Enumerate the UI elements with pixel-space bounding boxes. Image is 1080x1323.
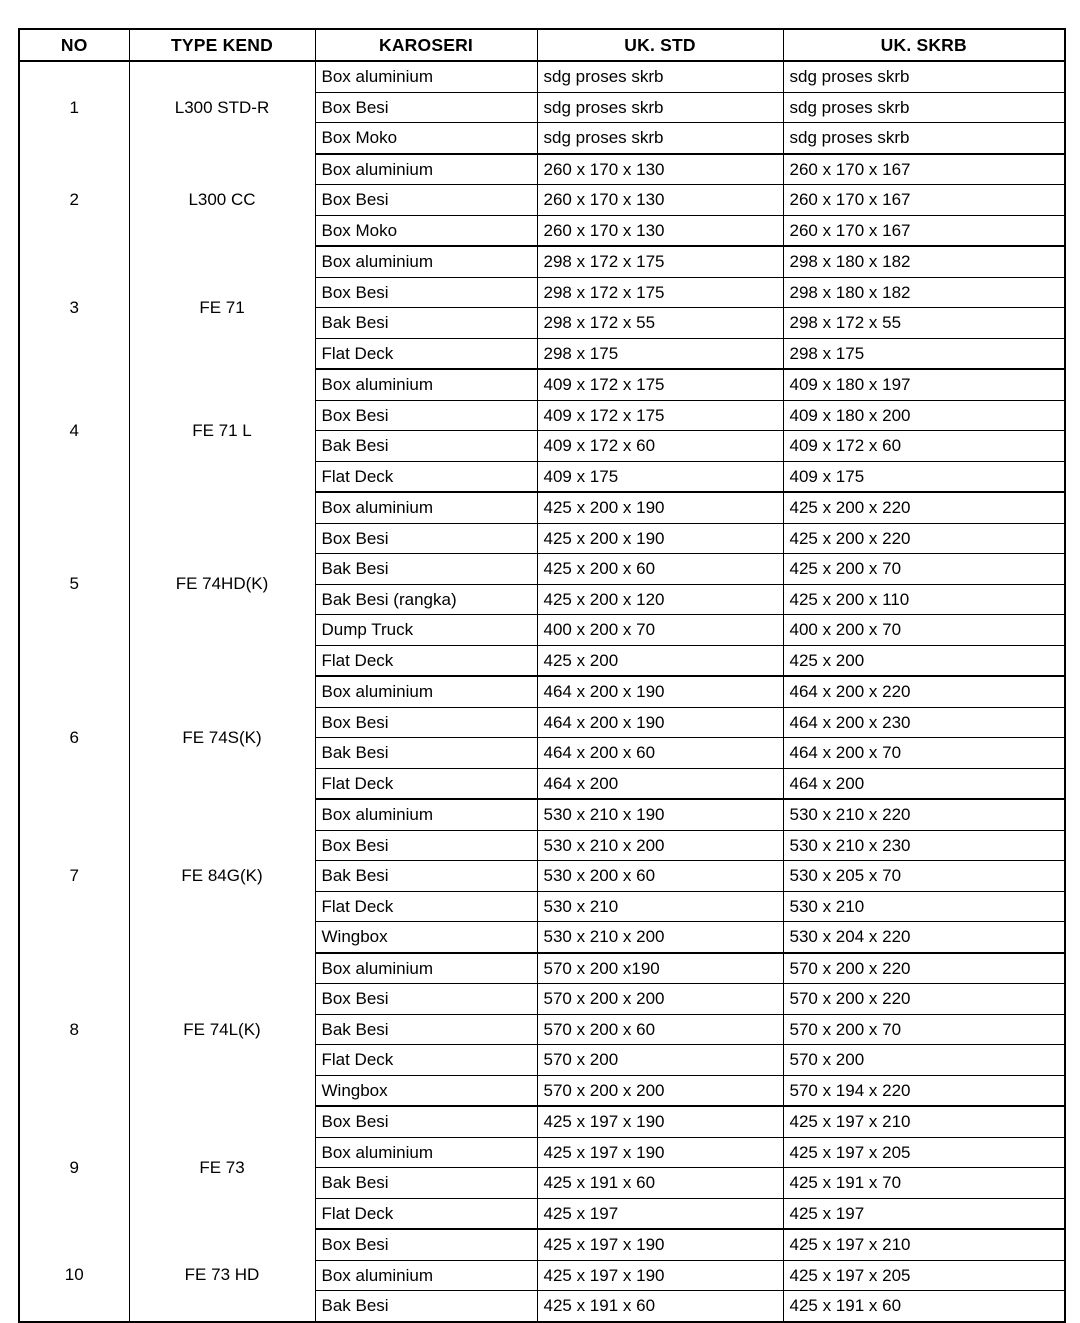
table-row [19,154,1065,185]
cell-karoseri: Flat Deck [315,1198,537,1229]
cell-uk-skrb: 425 x 200 x 110 [783,584,1065,615]
cell-uk-std: 425 x 200 x 190 [537,492,783,523]
cell-uk-std: 298 x 175 [537,338,783,369]
cell-uk-std: 409 x 175 [537,461,783,492]
cell-uk-skrb: 298 x 180 x 182 [783,246,1065,277]
cell-uk-skrb: 260 x 170 x 167 [783,215,1065,246]
cell-karoseri: Box Besi [315,830,537,861]
cell-karoseri: Bak Besi [315,431,537,462]
cell-uk-skrb: 570 x 200 x 220 [783,953,1065,984]
cell-karoseri: Flat Deck [315,891,537,922]
table-row [19,1106,1065,1137]
cell-uk-std: 260 x 170 x 130 [537,185,783,216]
cell-karoseri: Bak Besi [315,738,537,769]
cell-uk-skrb: 530 x 204 x 220 [783,922,1065,953]
cell-karoseri: Flat Deck [315,461,537,492]
cell-uk-std: sdg proses skrb [537,123,783,154]
cell-no: 10 [19,1229,129,1322]
cell-karoseri: Bak Besi [315,308,537,339]
spec-table-container [18,28,1064,1323]
vehicle-body-spec-table [18,28,1066,1323]
cell-uk-std: 425 x 197 [537,1198,783,1229]
cell-uk-std: 298 x 172 x 175 [537,246,783,277]
cell-uk-skrb: 409 x 180 x 197 [783,369,1065,400]
cell-type-kend: FE 84G(K) [129,799,315,953]
cell-uk-skrb: 409 x 172 x 60 [783,431,1065,462]
cell-uk-std: 570 x 200 x190 [537,953,783,984]
cell-karoseri: Box Besi [315,92,537,123]
cell-no: 9 [19,1106,129,1229]
cell-karoseri: Bak Besi [315,1291,537,1322]
cell-uk-std: 464 x 200 x 60 [537,738,783,769]
table-row [19,799,1065,830]
cell-uk-skrb: 425 x 191 x 60 [789,1296,902,1315]
cell-karoseri: Wingbox [315,922,537,953]
cell-uk-skrb: 570 x 200 x 70 [783,1014,1065,1045]
cell-uk-skrb: 425 x 197 x 210 [783,1106,1065,1137]
cell-uk-skrb: 400 x 200 x 70 [783,615,1065,646]
cell-karoseri: Flat Deck [315,338,537,369]
cell-uk-std: 570 x 200 [537,1045,783,1076]
cell-no: 5 [19,492,129,676]
column-header-uk-skrb: UK. SKRB [783,29,1065,61]
cell-karoseri: Flat Deck [315,768,537,799]
cell-uk-std: 464 x 200 x 190 [537,707,783,738]
cell-karoseri: Box aluminium [315,1260,537,1291]
cell-uk-std: 260 x 170 x 130 [537,215,783,246]
table-row [19,492,1065,523]
cell-karoseri: Bak Besi (rangka) [315,584,537,615]
cell-karoseri: Box Besi [315,523,537,554]
cell-karoseri: Box Besi [315,1229,537,1260]
cell-karoseri: Box aluminium [315,61,537,92]
cell-no: 7 [19,799,129,953]
cell-karoseri: Wingbox [315,1075,537,1106]
cell-uk-std: 298 x 172 x 55 [537,308,783,339]
table-body [19,61,1065,1322]
cell-karoseri: Box Moko [315,123,537,154]
cell-uk-std: 530 x 200 x 60 [537,861,783,892]
table-row [19,1229,1065,1260]
cell-karoseri: Box Besi [315,1106,537,1137]
cell-uk-skrb: 298 x 180 x 182 [783,277,1065,308]
cell-uk-std: 298 x 172 x 175 [537,277,783,308]
cell-type-kend: FE 74HD(K) [129,492,315,676]
cell-uk-std: 409 x 172 x 60 [537,431,783,462]
cell-uk-std: 530 x 210 x 200 [537,922,783,953]
cell-karoseri: Bak Besi [315,861,537,892]
cell-uk-skrb: 570 x 194 x 220 [783,1075,1065,1106]
cell-karoseri: Box Besi [315,400,537,431]
cell-uk-skrb: 425 x 200 [783,645,1065,676]
cell-no: 1 [19,61,129,154]
cell-uk-std: 425 x 197 x 190 [537,1229,783,1260]
cell-uk-skrb: 530 x 205 x 70 [783,861,1065,892]
cell-uk-skrb: 298 x 172 x 55 [783,308,1065,339]
cell-karoseri: Box aluminium [315,676,537,707]
column-header-uk-std: UK. STD [537,29,783,61]
cell-type-kend: FE 73 [129,1106,315,1229]
cell-uk-skrb: 425 x 191 x 70 [783,1168,1065,1199]
cell-uk-std: 425 x 197 x 190 [537,1137,783,1168]
cell-type-kend: FE 74L(K) [129,953,315,1107]
cell-karoseri: Box Moko [315,215,537,246]
cell-uk-std: 425 x 200 x 120 [537,584,783,615]
cell-uk-std: 425 x 197 x 190 [537,1106,783,1137]
cell-karoseri: Box aluminium [315,246,537,277]
cell-type-kend: L300 STD-R [129,61,315,154]
cell-karoseri: Dump Truck [315,615,537,646]
cell-uk-skrb: sdg proses skrb [783,61,1065,92]
cell-uk-skrb: 409 x 180 x 200 [783,400,1065,431]
cell-uk-skrb: 425 x 197 [783,1198,1065,1229]
cell-type-kend: FE 71 L [129,369,315,492]
cell-uk-std: 260 x 170 x 130 [537,154,783,185]
cell-karoseri: Box aluminium [315,1137,537,1168]
cell-karoseri: Flat Deck [315,645,537,676]
cell-uk-skrb: 464 x 200 x 230 [783,707,1065,738]
cell-type-kend: FE 74S(K) [129,676,315,799]
cell-karoseri: Box aluminium [315,369,537,400]
cell-uk-std: sdg proses skrb [537,61,783,92]
cell-no: 4 [19,369,129,492]
cell-karoseri: Flat Deck [315,1045,537,1076]
cell-uk-std: 425 x 200 x 190 [537,523,783,554]
cell-uk-skrb: sdg proses skrb [783,123,1065,154]
cell-uk-std: 530 x 210 x 200 [537,830,783,861]
cell-uk-skrb: 425 x 200 x 220 [783,523,1065,554]
cell-type-kend: L300 CC [129,154,315,247]
cell-karoseri: Box aluminium [315,799,537,830]
cell-type-kend: FE 71 [129,246,315,369]
cell-no: 3 [19,246,129,369]
cell-uk-std: sdg proses skrb [537,92,783,123]
cell-uk-std: 409 x 172 x 175 [537,369,783,400]
column-header-karoseri: KAROSERI [315,29,537,61]
cell-no: 2 [19,154,129,247]
cell-karoseri: Box Besi [315,707,537,738]
cell-uk-skrb: 530 x 210 x 220 [783,799,1065,830]
column-header-type-kend: TYPE KEND [129,29,315,61]
cell-uk-skrb: 425 x 200 x 70 [783,554,1065,585]
cell-uk-std: 425 x 191 x 60 [537,1168,783,1199]
cell-karoseri: Bak Besi [315,1168,537,1199]
cell-uk-std: 464 x 200 [537,768,783,799]
cell-uk-std: 570 x 200 x 200 [537,984,783,1015]
cell-uk-skrb: sdg proses skrb [783,92,1065,123]
cell-uk-std: 400 x 200 x 70 [537,615,783,646]
cell-uk-std: 425 x 200 [537,645,783,676]
cell-uk-skrb: 425 x 197 x 205 [783,1260,1065,1291]
cell-uk-skrb: 260 x 170 x 167 [783,185,1065,216]
cell-type-kend: FE 73 HD [129,1229,315,1322]
cell-uk-std: 464 x 200 x 190 [537,676,783,707]
cell-uk-skrb: 409 x 175 [783,461,1065,492]
cell-karoseri: Box Besi [315,277,537,308]
cell-karoseri: Box Besi [315,984,537,1015]
cell-uk-std: 425 x 197 x 190 [537,1260,783,1291]
table-row [19,61,1065,92]
cell-uk-std: 409 x 172 x 175 [537,400,783,431]
table-header [19,29,1065,61]
cell-uk-std: 570 x 200 x 200 [537,1075,783,1106]
cell-no: 8 [19,953,129,1107]
cell-karoseri: Box aluminium [315,492,537,523]
cell-uk-std: 425 x 191 x 60 [537,1291,783,1322]
table-row [19,953,1065,984]
column-header-no: NO [19,29,129,61]
cell-karoseri: Bak Besi [315,1014,537,1045]
cell-uk-std: 570 x 200 x 60 [537,1014,783,1045]
cell-uk-std: 530 x 210 [537,891,783,922]
cell-karoseri: Box Besi [315,185,537,216]
cell-uk-skrb: 464 x 200 [783,768,1065,799]
cell-uk-skrb: 570 x 200 x 220 [783,984,1065,1015]
cell-karoseri: Box aluminium [315,154,537,185]
table-header-row [19,29,1065,61]
table-row [19,246,1065,277]
cell-karoseri: Box aluminium [315,953,537,984]
cell-uk-skrb: 464 x 200 x 70 [783,738,1065,769]
cell-uk-skrb: 425 x 197 x 210 [783,1229,1065,1260]
cell-uk-skrb: 530 x 210 x 230 [783,830,1065,861]
cell-uk-skrb: 298 x 175 [783,338,1065,369]
cell-uk-skrb: 530 x 210 [783,891,1065,922]
cell-uk-skrb: 464 x 200 x 220 [783,676,1065,707]
cell-uk-std: 425 x 200 x 60 [537,554,783,585]
table-row [19,369,1065,400]
table-row [19,676,1065,707]
cell-uk-skrb: 425 x 197 x 205 [783,1137,1065,1168]
cell-uk-std: 530 x 210 x 190 [537,799,783,830]
cell-uk-skrb: 260 x 170 x 167 [783,154,1065,185]
cell-karoseri: Bak Besi [315,554,537,585]
cell-uk-skrb: 425 x 200 x 220 [783,492,1065,523]
cell-uk-skrb: 570 x 200 [783,1045,1065,1076]
cell-no: 6 [19,676,129,799]
